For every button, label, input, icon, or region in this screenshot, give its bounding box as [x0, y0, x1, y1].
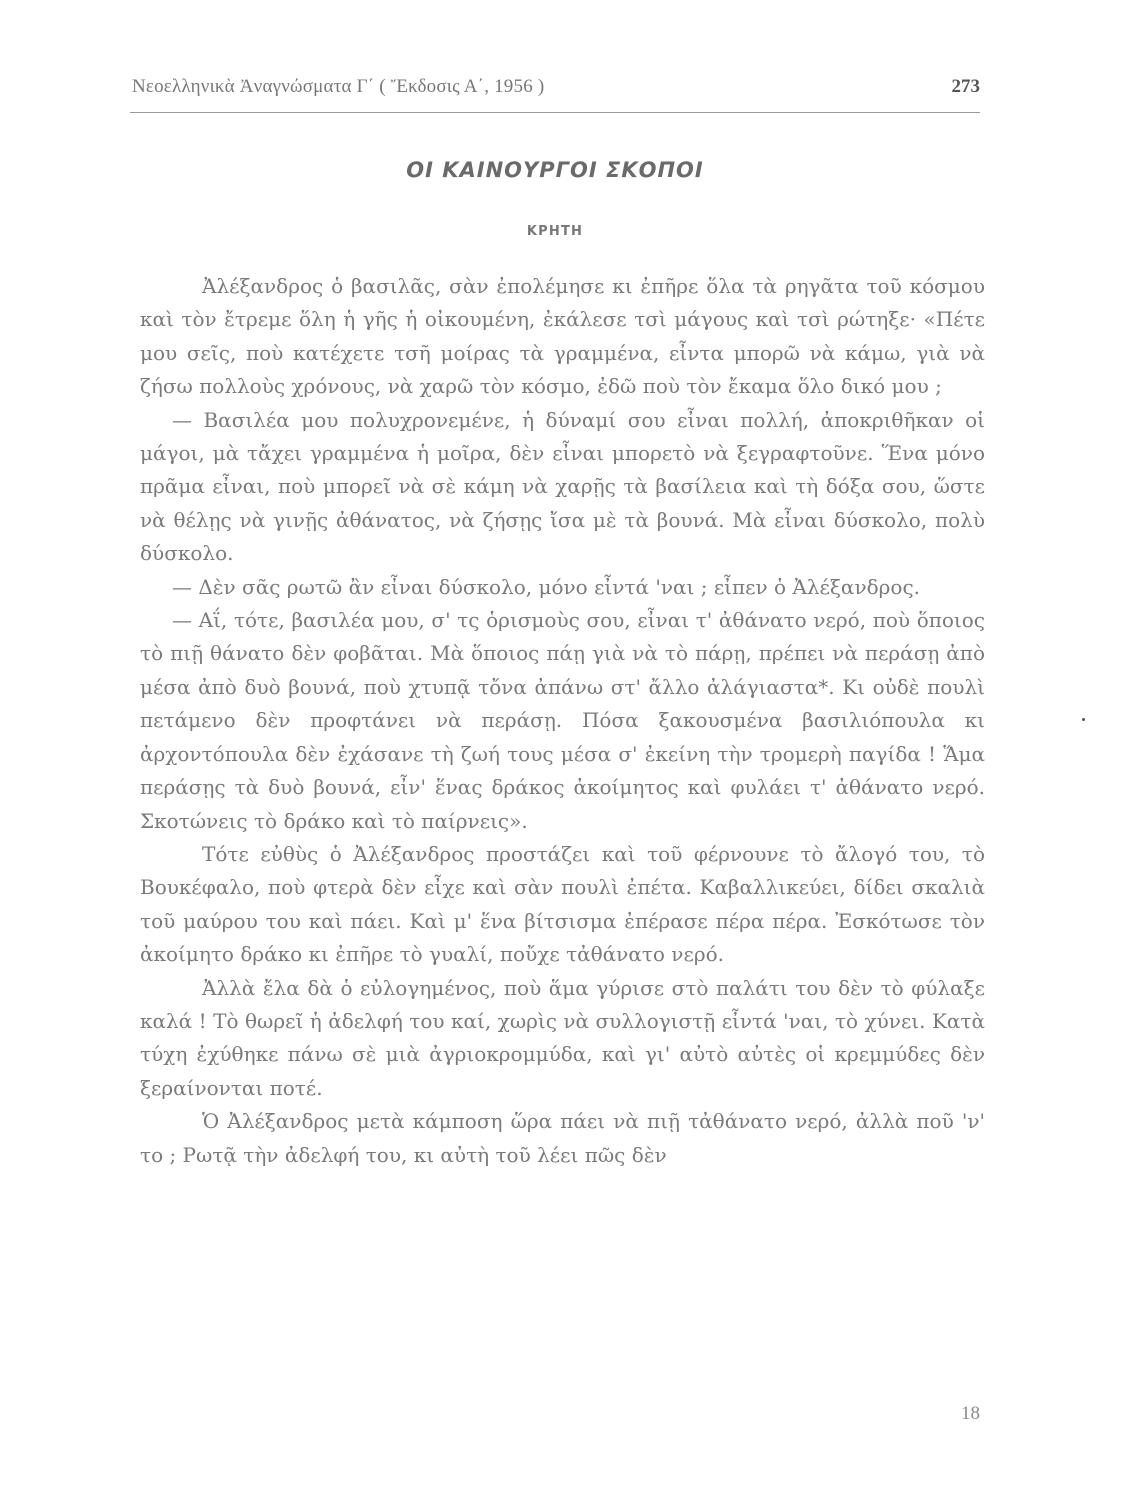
paragraph: Ὁ Ἀλέξανδρος μετὰ κάμποση ὥρα πάει νὰ πιῇ τἀθάνατο νερό, ἀλλὰ ποῦ 'ν' το ; Ρωτᾷ τὴν ἀδελφή του, κι αὐτὴ τοῦ λέει πῶς δὲν — [140, 1109, 985, 1167]
paragraph: Τότε εὐθὺς ὁ Ἀλέξανδρος προστάζει καὶ τοῦ φέρνουνε τὸ ἄλογό του, τὸ Βουκέφαλο, ποὺ φτερὰ δὲν εἶχε καὶ σὰν πουλὶ ἐπέτα. Καβαλλικεύει, δίδει σκαλιὰ τοῦ μαύρου του καὶ πάει. Καὶ μ' ἕνα βίτσισμα ἐπέρασε πέρα πέρα. Ἐσκότωσε τὸν ἀκοίμητο δράκο κι ἐπῆρε τὸ γυαλί, ποὔχε τἀθάνατο νερό. — [140, 841, 985, 967]
paragraph: Ἀλέξανδρος ὁ βασιλᾶς, σὰν ἐπολέμησε κι ἐπῆρε ὅλα τὰ ρηγᾶτα τοῦ κόσμου καὶ τὸν ἔτρεμε ὅλη ἡ γῆς ἡ οἰκουμένη, ἐκάλεσε τσὶ μάγους καὶ τσὶ ρώτηξε· «Πέτε μου σεῖς, ποὺ κατέχετε τσῆ μοίρας τὰ γραμμένα, εἶντα μπορῶ νὰ κάμω, γιὰ νὰ ζήσω πολλοὺς χρόνους, νὰ χαρῶ τὸν κόσμο, ἐδῶ ποὺ τὸν ἔκαμα ὅλο δικό μου ; — [140, 274, 985, 399]
ink-speck — [1082, 718, 1085, 721]
page-number: 273 — [951, 76, 980, 97]
chapter-title: ΟΙ ΚΑΙΝΟΥΡΓΟΙ ΣΚΟΠΟΙ — [406, 158, 704, 182]
signature-mark: 18 — [961, 1403, 980, 1424]
paragraph: — Αΐ, τότε, βασιλέα μου, σ' τς ὁρισμοὺς σου, εἶναι τ' ἀθάνατο νερό, ποὺ ὅποιος τὸ πιῇ θάνατο δὲν φοβᾶται. Μὰ ὅποιος πάῃ γιὰ νὰ τὸ πάρῃ, πρέπει νὰ περάσῃ ἀπὸ μέσα ἀπὸ δυὸ βουνά, ποὺ χτυπᾷ τὄνα ἀπάνω στ' ἄλλο ἀλάγιαστα*. Κι οὐδὲ πουλὶ πετάμενο δὲν προφτάνει νὰ περάσῃ. Πόσα ξακουσμένα βασιλιόπουλα κι ἀρχοντόπουλα δὲν ἐχάσανε τὴ ζωή τους μέσα σ' ἐκείνη τὴν τρομερὴ παγίδα ! Ἅμα περάσῃς τὰ δυὸ βουνά, εἶν' ἕνας δράκος ἀκοίμητος καὶ φυλάει τ' ἀθάνατο νερό. Σκοτώνεις τὸ δράκο καὶ τὸ παίρνεις». — [140, 608, 985, 833]
header-rule — [130, 112, 980, 113]
paragraph: Ἀλλὰ ἔλα δὰ ὁ εὐλογημένος, ποὺ ἅμα γύρισε στὸ παλάτι του δὲν τὸ φύλαξε καλά ! Τὸ θωρεῖ ἡ ἀδελφή του καί, χωρὶς νὰ συλλογιστῇ εἶντά 'ναι, τὸ χύνει. Κατὰ τύχη ἐχύθηκε πάνω σὲ μιὰ ἀγριοκρομμύδα, καὶ γι' αὐτὸ αὐτὲς οἱ κρεμμύδες δὲν ξεραίνονται ποτέ. — [140, 975, 985, 1100]
running-title: Νεοελληνικὰ Ἀναγνώσματα Γ΄ ( Ἔκδοσις Α΄, 1956 ) — [132, 76, 545, 97]
section-title: ΚΡΗΤΗ — [526, 224, 584, 239]
running-head — [132, 76, 980, 102]
paragraph: — Βασιλέα μου πολυχρονεμένε, ἡ δύναμί σου εἶναι πολλή, ἀποκριθῆκαν οἱ μάγοι, μὰ τἄχει γραμμένα ἡ μοῖρα, δὲν εἶναι μπορετὸ νὰ ξεγραφτοῦνε. Ἕνα μόνο πρᾶμα εἶναι, ποὺ μπορεῖ νὰ σὲ κάμη νὰ χαρῇς τὰ βασίλεια καὶ τὴ δόξα σου, ὥστε νὰ θέλῃς νὰ γινῇς ἀθάνατος, νὰ ζήσῃς ἴσα μὲ τὰ βουνά. Μὰ εἶναι δύσκολο, πολὺ δύσκολο. — [140, 407, 985, 566]
body-text — [140, 270, 985, 1172]
paragraph: — Δὲν σᾶς ρωτῶ ἂν εἶναι δύσκολο, μόνο εἶντά 'ναι ; εἶπεν ὁ Ἀλέξανδρος. — [172, 574, 920, 599]
